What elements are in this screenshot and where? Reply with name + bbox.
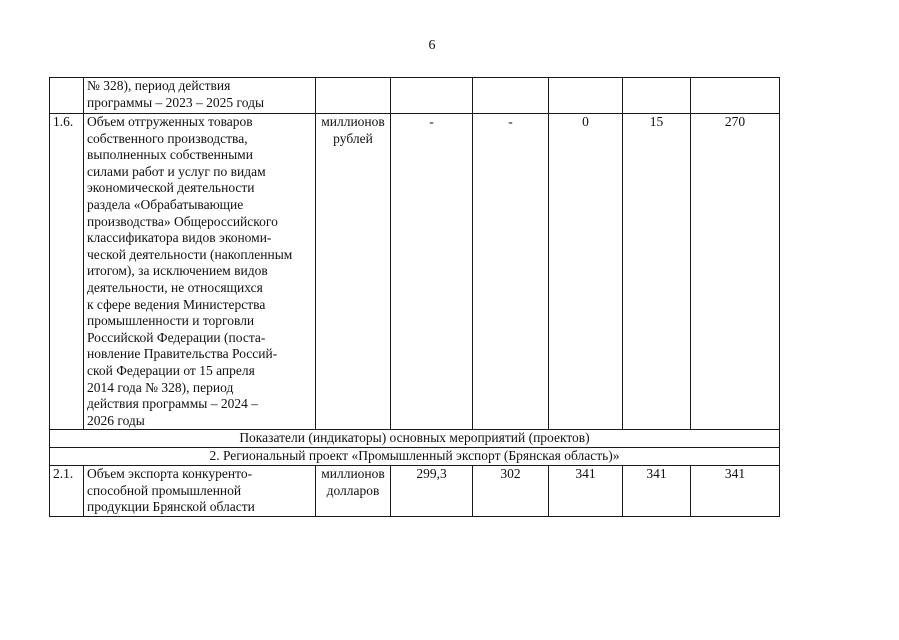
description-line: № 328), период действия [87, 78, 231, 93]
value-cell: 15 [623, 114, 691, 430]
section-heading: Показатели (индикаторы) основных мероприятий (проектов) [50, 430, 780, 448]
row-number-cell: 2.1. [50, 466, 84, 517]
unit-line: миллионов [321, 466, 385, 482]
description-line: способной промышленной [87, 482, 242, 498]
value-cell: 0 [549, 114, 623, 430]
description-line: Объем экспорта конкуренто- [87, 466, 253, 482]
value-cell: 341 [623, 466, 691, 517]
indicators-table [49, 77, 780, 517]
description-line: собственного производства, [87, 130, 248, 146]
description-line: экономической деятельности [87, 180, 255, 196]
unit-line: долларов [326, 482, 380, 498]
description-line: ской Федерации от 15 апреля [87, 362, 255, 378]
unit-line: рублей [333, 130, 373, 146]
unit-cell [316, 114, 391, 430]
description-line: к сфере ведения Министерства [87, 296, 266, 312]
description-line: промышленности и торговли [87, 313, 255, 329]
unit-line: миллионов [321, 114, 385, 129]
description-line: силами работ и услуг по видам [87, 163, 266, 179]
value-cell: 341 [691, 466, 780, 517]
value-cell [391, 78, 473, 114]
description-line: продукции Брянской области [87, 499, 255, 515]
value-cell [549, 78, 623, 114]
description-line: раздела «Обрабатывающие [87, 196, 244, 212]
value-cell: - [391, 114, 473, 430]
table-row-1-6 [50, 114, 780, 430]
description-line: классификатора видов экономи- [87, 230, 272, 246]
description-line: программы – 2023 – 2025 годы [87, 94, 265, 110]
page-number: 6 [428, 38, 436, 53]
value-cell [691, 78, 780, 114]
description-line: действия программы – 2024 – [87, 396, 258, 412]
description-line: 2026 годы [87, 412, 145, 428]
value-cell [473, 78, 549, 114]
description-line: деятельности, не относящихся [87, 279, 263, 295]
project-heading: 2. Региональный проект «Промышленный экспорт (Брянская область)» [50, 448, 780, 466]
description-line: Объем отгруженных товаров [87, 114, 253, 129]
value-cell: 270 [691, 114, 780, 430]
unit-cell [316, 78, 391, 114]
value-cell: - [473, 114, 549, 430]
project-heading-row [50, 448, 780, 466]
table-row-continuation [50, 78, 780, 114]
description-line: новление Правительства Россий- [87, 346, 278, 362]
indicator-description-cell [84, 78, 316, 114]
value-cell: 299,3 [391, 466, 473, 517]
row-number-cell [50, 78, 84, 114]
description-line: Российской Федерации (поста- [87, 329, 266, 345]
description-line: итогом), за исключением видов [87, 263, 268, 279]
indicator-description-cell [84, 114, 316, 430]
value-cell: 341 [549, 466, 623, 517]
description-line: производства» Общероссийского [87, 213, 278, 229]
value-cell: 302 [473, 466, 549, 517]
unit-cell [316, 466, 391, 517]
description-line: ческой деятельности (накопленным [87, 246, 293, 262]
row-number-cell: 1.6. [50, 114, 84, 430]
table-row-2-1 [50, 466, 780, 517]
description-line: 2014 года № 328), период [87, 379, 234, 395]
section-heading-row [50, 430, 780, 448]
description-line: выполненных собственными [87, 147, 253, 163]
indicator-description-cell [84, 466, 316, 517]
value-cell [623, 78, 691, 114]
